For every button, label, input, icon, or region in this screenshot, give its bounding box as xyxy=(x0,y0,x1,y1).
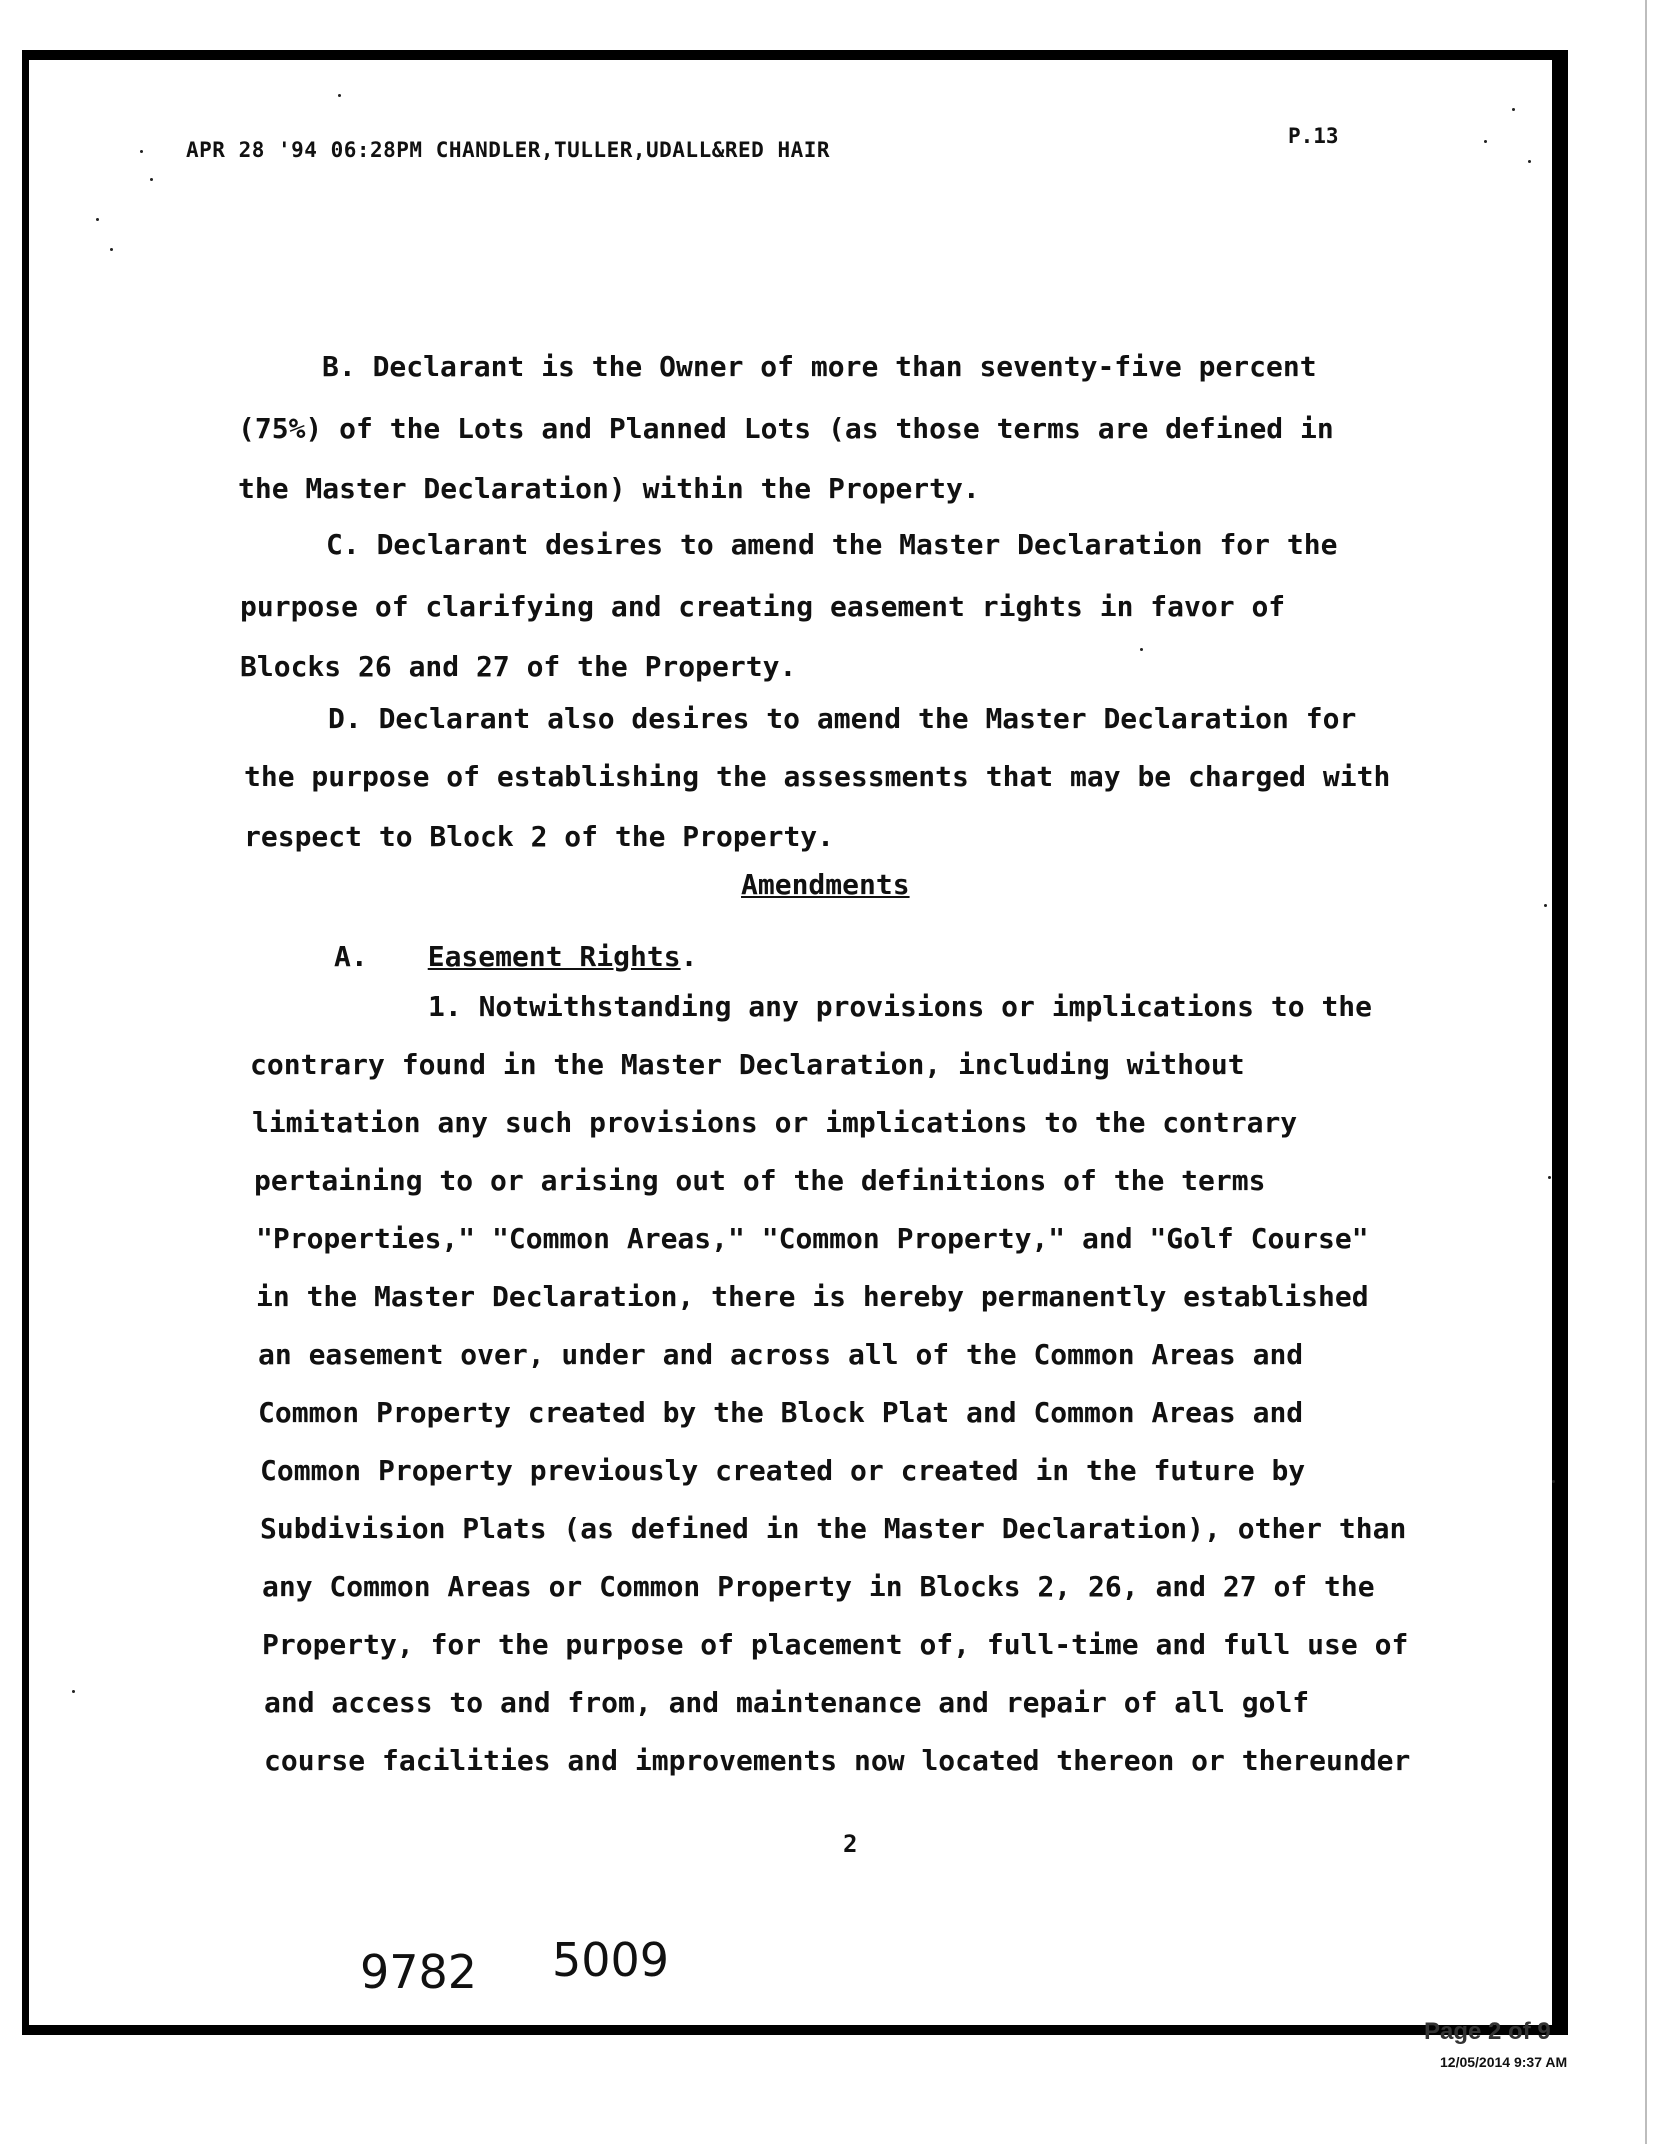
text-line: course facilities and improvements now located thereon or thereunder xyxy=(264,1744,1411,1777)
text-line: an easement over, under and across all of the Common Areas and xyxy=(258,1338,1304,1371)
text-line: Common Property created by the Block Plat and Common Areas and xyxy=(258,1396,1304,1429)
text-line: (75%) of the Lots and Planned Lots (as those terms are defined in xyxy=(238,412,1334,445)
page-number: 2 xyxy=(843,1830,858,1858)
fax-page-ref: P.13 xyxy=(1288,124,1339,148)
scan-speck xyxy=(1528,160,1531,163)
text-line: limitation any such provisions or implications to the contrary xyxy=(252,1106,1298,1139)
text-line: any Common Areas or Common Property in Blocks 2, 26, and 27 of the xyxy=(262,1570,1375,1603)
text-line: respect to Block 2 of the Property. xyxy=(244,820,835,853)
text-line: D. Declarant also desires to amend the Master Declaration for xyxy=(328,702,1357,735)
scan-speck xyxy=(1544,904,1547,907)
scan-speck xyxy=(96,218,99,221)
text-line: and access to and from, and maintenance and repair of all golf xyxy=(264,1686,1310,1719)
subheading xyxy=(334,940,697,973)
fax-header: APR 28 '94 06:28PM CHANDLER,TULLER,UDALL&RED HAIR xyxy=(186,138,831,162)
footer-timestamp: 12/05/2014 9:37 AM xyxy=(1440,2054,1568,2070)
outer-margin-rule xyxy=(1645,0,1647,2144)
text-line: contrary found in the Master Declaration, including without xyxy=(250,1048,1245,1081)
scan-speck xyxy=(110,248,113,251)
text-line: Property, for the purpose of placement of, full-time and full use of xyxy=(262,1628,1409,1661)
text-line: Subdivision Plats (as defined in the Master Declaration), other than xyxy=(260,1512,1407,1545)
scan-speck xyxy=(72,1690,75,1693)
scan-speck xyxy=(338,94,341,97)
text-line: the purpose of establishing the assessments that may be charged with xyxy=(244,760,1391,793)
text-line: Common Property previously created or created in the future by xyxy=(260,1454,1306,1487)
text-line: C. Declarant desires to amend the Master Declaration for the xyxy=(326,528,1338,561)
text-line: in the Master Declaration, there is hereby permanently established xyxy=(256,1280,1369,1313)
scan-speck xyxy=(1140,648,1143,651)
subheading-letter: A. xyxy=(334,940,368,973)
text-line: "Properties," "Common Areas," "Common Property," and "Golf Course" xyxy=(256,1222,1369,1255)
text-line: purpose of clarifying and creating easement rights in favor of xyxy=(240,590,1286,623)
fax-page-frame xyxy=(22,50,1568,2035)
text-line: 1. Notwithstanding any provisions or implications to the xyxy=(428,990,1373,1023)
subheading-text: Easement Rights xyxy=(427,940,681,973)
section-title: Amendments xyxy=(741,868,910,901)
subheading-end: . xyxy=(680,940,698,973)
scan-speck xyxy=(1552,1480,1555,1483)
handwritten-number-1: 9782 xyxy=(360,1945,478,1999)
text-line: the Master Declaration) within the Property. xyxy=(238,472,980,505)
footer-page-indicator: Page 2 of 9 xyxy=(1424,2018,1551,2045)
text-line: Blocks 26 and 27 of the Property. xyxy=(240,650,797,683)
scan-speck xyxy=(150,178,153,181)
scan-speck xyxy=(1484,140,1487,143)
text-line: B. Declarant is the Owner of more than seventy-five percent xyxy=(322,350,1317,383)
scan-speck xyxy=(1548,1176,1551,1179)
handwritten-number-2: 5009 xyxy=(552,1933,670,1987)
text-line: pertaining to or arising out of the definitions of the terms xyxy=(254,1164,1266,1197)
scan-speck xyxy=(140,150,143,153)
scan-speck xyxy=(1512,108,1515,111)
